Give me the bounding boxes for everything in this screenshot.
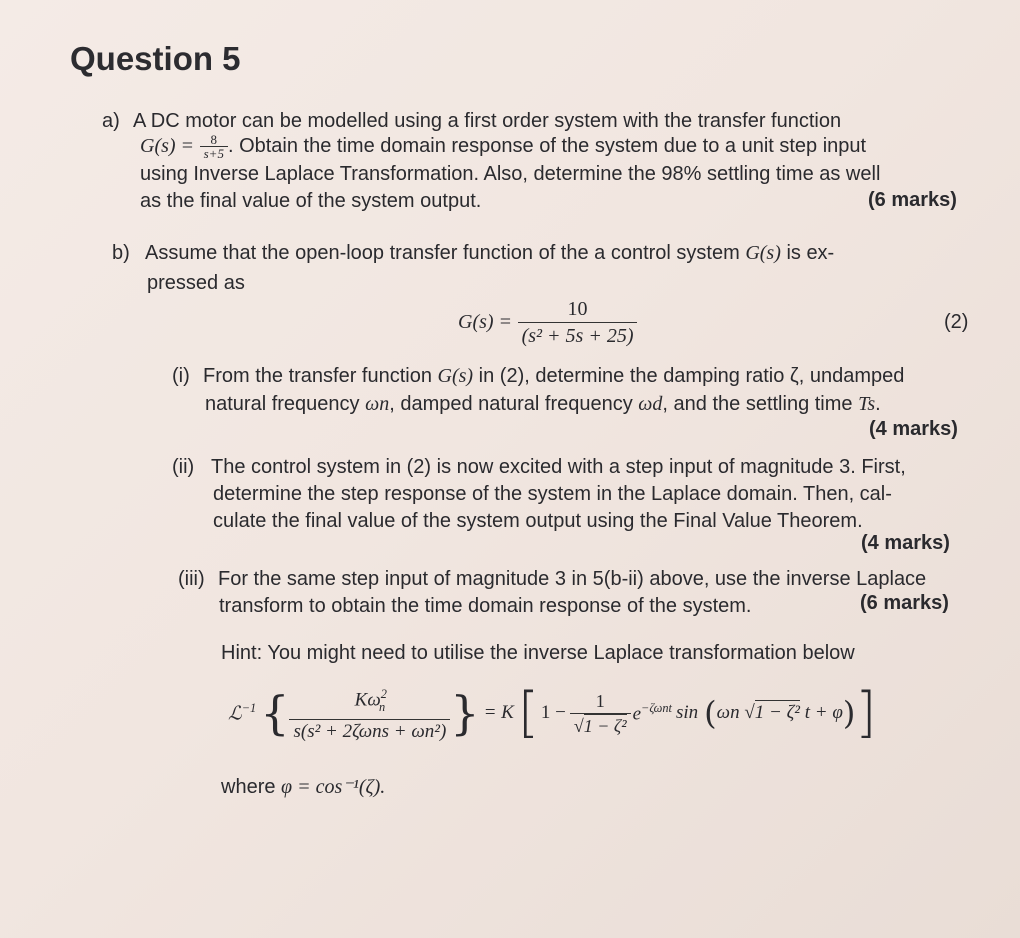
hint-numerator-text: Kω [354, 689, 381, 711]
item-ii-line3: culate the final value of the system output using the Final Value Theorem. [213, 510, 863, 532]
sin-arg-end: t + φ [804, 702, 843, 723]
item-i-line2-a: natural frequency [205, 393, 360, 415]
tf-fraction [200, 133, 228, 160]
hint-equals-k: = K [483, 702, 514, 723]
hint-text: Hint: You might need to utilise the inverse Laplace transformation below [221, 642, 855, 664]
right-brace: } [450, 686, 480, 740]
item-i-line1-math: G(s) [437, 365, 474, 387]
item-iii-line1: For the same step input of magnitude 3 in 5(b-ii) above, use the inverse Laplace [218, 568, 927, 590]
tf-lhs: G(s) = [140, 135, 195, 157]
item-ii-line2: determine the step response of the system in the Laplace domain. Then, cal- [213, 483, 892, 505]
equation-number: (2) [944, 311, 969, 333]
eq2-numerator: 10 [518, 296, 638, 323]
hint-inner-denominator: √1 − ζ² [573, 715, 627, 736]
part-a-label: a) [102, 110, 120, 132]
part-b-line1-end: is ex- [786, 242, 835, 264]
left-paren: ( [704, 694, 717, 732]
part-a-line1: A DC motor can be modelled using a first order system with the transfer function [133, 110, 842, 132]
where-math: φ = cos⁻¹(ζ). [281, 776, 386, 798]
part-b-line1 [145, 240, 834, 267]
hint-sin: sin [675, 702, 699, 723]
hint-denominator: s(s² + 2ζωns + ωn²) [293, 720, 447, 742]
where-text: where [221, 776, 276, 798]
sin-argument: ωn √1 − ζ² t + φ [716, 702, 843, 723]
item-i-line2-c: , and the settling time [662, 393, 853, 415]
eq2-fraction [518, 296, 638, 349]
item-i-omega-d: ωd [638, 393, 663, 415]
part-a-line2-text: . Obtain the time domain response of the system due to a unit step input [227, 135, 867, 157]
part-a-marks: (6 marks) [868, 189, 957, 211]
part-b-line1-math: G(s) [745, 242, 781, 264]
hint-inner-numerator: 1 [570, 689, 631, 714]
sin-arg-omega: ωn [716, 702, 740, 723]
part-b-line1-text: Assume that the open-loop transfer function of the a control system [145, 242, 740, 264]
item-ii-marks: (4 marks) [861, 532, 950, 554]
hint-exponential [633, 701, 672, 725]
item-i-ts: Ts [858, 393, 876, 415]
part-a-line4: as the final value of the system output. [140, 190, 482, 212]
item-i-line2-b: , damped natural frequency [389, 393, 633, 415]
left-brace: { [260, 686, 290, 740]
item-i-marks: (4 marks) [869, 418, 958, 440]
item-i-line1-end: in (2), determine the damping ratio ζ, undamped [478, 365, 905, 387]
part-a-line3: using Inverse Laplace Transformation. Also, determine the 98% settling time as well [140, 163, 881, 185]
right-bracket: ] [855, 681, 877, 744]
eq2-denominator: (s² + 5s + 25) [521, 325, 634, 347]
hint-inner-fraction [570, 689, 631, 738]
item-i-line2-end: . [875, 393, 881, 415]
question-title: Question 5 [70, 40, 241, 77]
eq2-lhs: G(s) = [458, 311, 513, 333]
laplace-operator [228, 701, 256, 725]
hint-one-minus: 1 − [540, 702, 566, 723]
inverse-laplace-formula [228, 683, 876, 743]
item-i-line1-text: From the transfer function [203, 365, 432, 387]
item-i-omega-n: ωn [365, 393, 390, 415]
where-line [221, 774, 385, 801]
item-i-label: (i) [172, 365, 190, 387]
tf-denominator: s+5 [203, 146, 224, 162]
item-iii-line2: transform to obtain the time domain response of the system. [219, 595, 752, 617]
exp-base: e [632, 703, 642, 725]
part-a-line2 [140, 133, 866, 160]
hint-inner-sqrt: 1 − ζ² [583, 715, 627, 736]
item-i-line1 [203, 363, 904, 390]
hint-fraction [289, 682, 450, 743]
item-iii-marks: (6 marks) [860, 592, 949, 614]
sin-arg-sqrt: 1 − ζ² [754, 702, 800, 723]
left-bracket: [ [517, 681, 539, 744]
right-paren: ) [842, 694, 856, 732]
part-b-label: b) [112, 242, 130, 264]
laplace-inverse-sup: −1 [241, 700, 257, 715]
item-ii-line1: The control system in (2) is now excited with a step input of magnitude 3. First, [211, 456, 906, 478]
item-ii-label: (ii) [172, 456, 195, 478]
item-i-line2 [205, 391, 881, 418]
hint-numerator: $K\omega^2_n$ [289, 682, 450, 719]
exp-sup: −ζωnt [641, 700, 672, 715]
tf-numerator: 8 [200, 133, 228, 147]
part-b-line2: pressed as [147, 272, 245, 294]
equation-2 [458, 296, 637, 349]
laplace-symbol: ℒ [228, 703, 242, 725]
item-iii-label: (iii) [178, 568, 205, 590]
